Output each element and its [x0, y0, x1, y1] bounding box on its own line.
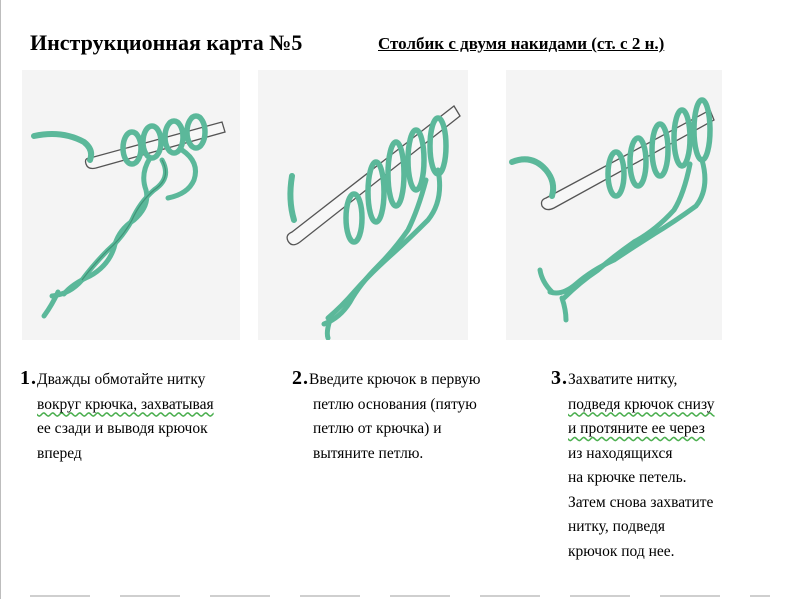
- step-2-dot: .: [303, 367, 308, 389]
- step-3-line-4: из находящихся: [568, 444, 673, 462]
- step-2-number: 2: [292, 367, 302, 389]
- step-1-line-2: вокруг крючка, захватывая: [37, 395, 214, 413]
- step-1-text: [37, 368, 214, 466]
- page-title: Инструкционная карта №5: [30, 30, 303, 55]
- step-2-line-3: петлю от крючка) и: [313, 420, 442, 437]
- step-3-line-3: и протяните ее через: [568, 420, 705, 437]
- step-2-line-1: Введите крючок в первую: [309, 371, 481, 388]
- step-2-line-2: петлю основания (пятую: [313, 395, 477, 413]
- step-3-dot: .: [562, 367, 567, 389]
- crochet-step-2-illustration: [258, 70, 468, 340]
- bottom-dashed-line: [30, 595, 770, 597]
- step-2-drawing: [258, 70, 468, 340]
- step-3-line-1: Захватите нитку,: [568, 371, 678, 388]
- step-3-line-2: подведя крючок снизу: [568, 395, 715, 413]
- crochet-step-3-illustration: [506, 70, 722, 340]
- step-1-line-3: ее сзади и выводя крючок: [37, 420, 208, 437]
- page-left-border: [0, 0, 1, 599]
- step-1-line-4: вперед: [37, 444, 82, 462]
- step-2-text: [309, 368, 480, 466]
- step-1-dot: .: [31, 367, 36, 389]
- step-3-number: 3: [551, 367, 561, 389]
- step-3-line-7: нитку, подведя: [568, 518, 666, 535]
- step-1-number: 1: [20, 367, 30, 389]
- step-3-line-6: Затем снова захватите: [568, 493, 714, 511]
- step-3-line-8: крючок под нее.: [568, 542, 675, 560]
- step-3-line-5: на крючке петель.: [568, 469, 687, 486]
- step-3-text: [568, 368, 715, 564]
- step-3-drawing: [506, 70, 722, 340]
- step-1-line-1: Дважды обмотайте нитку: [37, 371, 206, 388]
- page-subtitle: Столбик с двумя накидами (ст. с 2 н.): [378, 34, 665, 53]
- step-2-line-4: вытяните петлю.: [313, 444, 424, 462]
- step-1-drawing: [22, 70, 240, 340]
- crochet-step-1-illustration: [22, 70, 240, 340]
